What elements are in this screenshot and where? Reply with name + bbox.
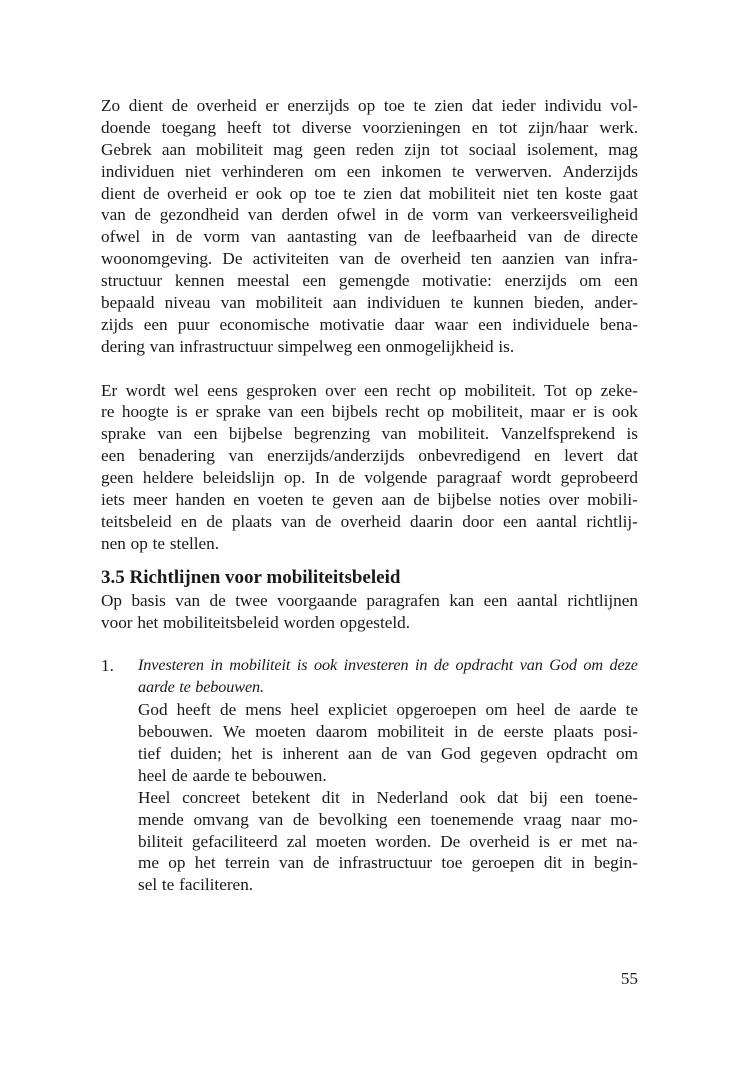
text-line: Op basis van de twee voorgaande paragrafen kan een aantal richtlijnen	[101, 590, 638, 610]
text-line: structuur kennen meestal een gemengde motivatie: enerzijds om een	[101, 271, 638, 291]
text-line: geen heldere beleidslijn op. In de volgende paragraaf wordt geprobeerd	[101, 468, 638, 488]
text-line: voor het mobiliteitsbeleid worden opgesteld.	[101, 612, 411, 632]
text-line: Heel concreet betekent dit in Nederland ook dat bij een toene-	[138, 787, 638, 807]
text-line: bebouwen. We moeten daarom mobiliteit in de eerste plaats posi-	[138, 722, 638, 742]
text-line: sel te faciliteren.	[138, 875, 254, 895]
text-line: nen op te stellen.	[101, 533, 220, 553]
text-line: doende toegang heeft tot diverse voorzieningen en tot zijn/haar werk.	[101, 117, 638, 137]
text-line: van de gezondheid van derden ofwel in de vorm van verkeersveiligheid	[101, 205, 638, 225]
text-line: dient de overheid er ook op toe te zien dat mobiliteit niet ten koste gaat	[101, 183, 638, 203]
text-line: woonomgeving. De activiteiten van de overheid ten aanzien van infra-	[101, 249, 638, 269]
text-line: Zo dient de overheid er enerzijds op toe te zien dat ieder individu vol-	[101, 96, 638, 115]
paragraph-1	[101, 95, 638, 358]
text-line: dering van infrastructuur simpelweg een onmogelijkheid is.	[101, 336, 515, 356]
text-line: Er wordt wel eens gesproken over een recht op mobiliteit. Tot op zeke-	[101, 380, 638, 400]
text-line: Investeren in mobiliteit is ook investeren in de opdracht van God om deze	[138, 656, 638, 675]
text-line: mende omvang van de bevolking een toenemende vraag naar mo-	[138, 809, 638, 829]
text-line: God heeft de mens heel expliciet opgeroepen om heel de aarde te	[138, 700, 638, 720]
text-line: tief duiden; het is inherent aan de van God gegeven opdracht om	[138, 743, 638, 763]
list-item-paragraph-a	[138, 699, 638, 787]
text-line: ofwel in de vorm van aantasting van de leefbaarheid van de directe	[101, 227, 638, 247]
text-line: sprake van een bijbelse begrenzing van mobiliteit. Vanzelfsprekend is	[101, 424, 638, 444]
intro-paragraph	[101, 590, 638, 634]
text-line: Gebrek aan mobiliteit mag geen reden zijn tot sociaal isolement, mag	[101, 139, 638, 159]
paragraph-2	[101, 380, 638, 555]
list-item-paragraph-b	[138, 787, 638, 896]
text-line: teitsbeleid en de plaats van de overheid daarin door een aantal richtlij-	[101, 511, 638, 531]
text-line: zijds een puur economische motivatie daar waar een individuele bena-	[101, 314, 638, 334]
page-number: 55	[620, 969, 638, 988]
text-line: individuen niet verhinderen om een inkomen te verwerven. Anderzijds	[101, 161, 638, 181]
section-heading: 3.5 Richtlijnen voor mobiliteitsbeleid	[101, 566, 401, 588]
text-line: heel de aarde te bebouwen.	[138, 765, 327, 785]
page-body	[101, 95, 638, 896]
text-line: aarde te bebouwen.	[138, 678, 265, 697]
list-item-title	[138, 655, 638, 699]
text-line: een benadering van enerzijds/anderzijds onbevredigend en levert dat	[101, 446, 638, 466]
list-item-1	[101, 655, 638, 896]
text-line: bepaald niveau van mobiliteit aan individuen te kunnen bieden, ander-	[101, 293, 638, 313]
text-line: iets meer handen en voeten te geven aan de bijbelse noties over mobili-	[101, 490, 638, 510]
text-line: me op het terrein van de infrastructuur toe geroepen dit in begin-	[138, 853, 638, 873]
list-number: 1.	[101, 656, 114, 676]
text-line: re hoogte is er sprake van een bijbels recht op mobiliteit, maar er is ook	[101, 402, 638, 422]
text-line: biliteit gefaciliteerd zal moeten worden. De overheid is er met na-	[138, 831, 638, 851]
